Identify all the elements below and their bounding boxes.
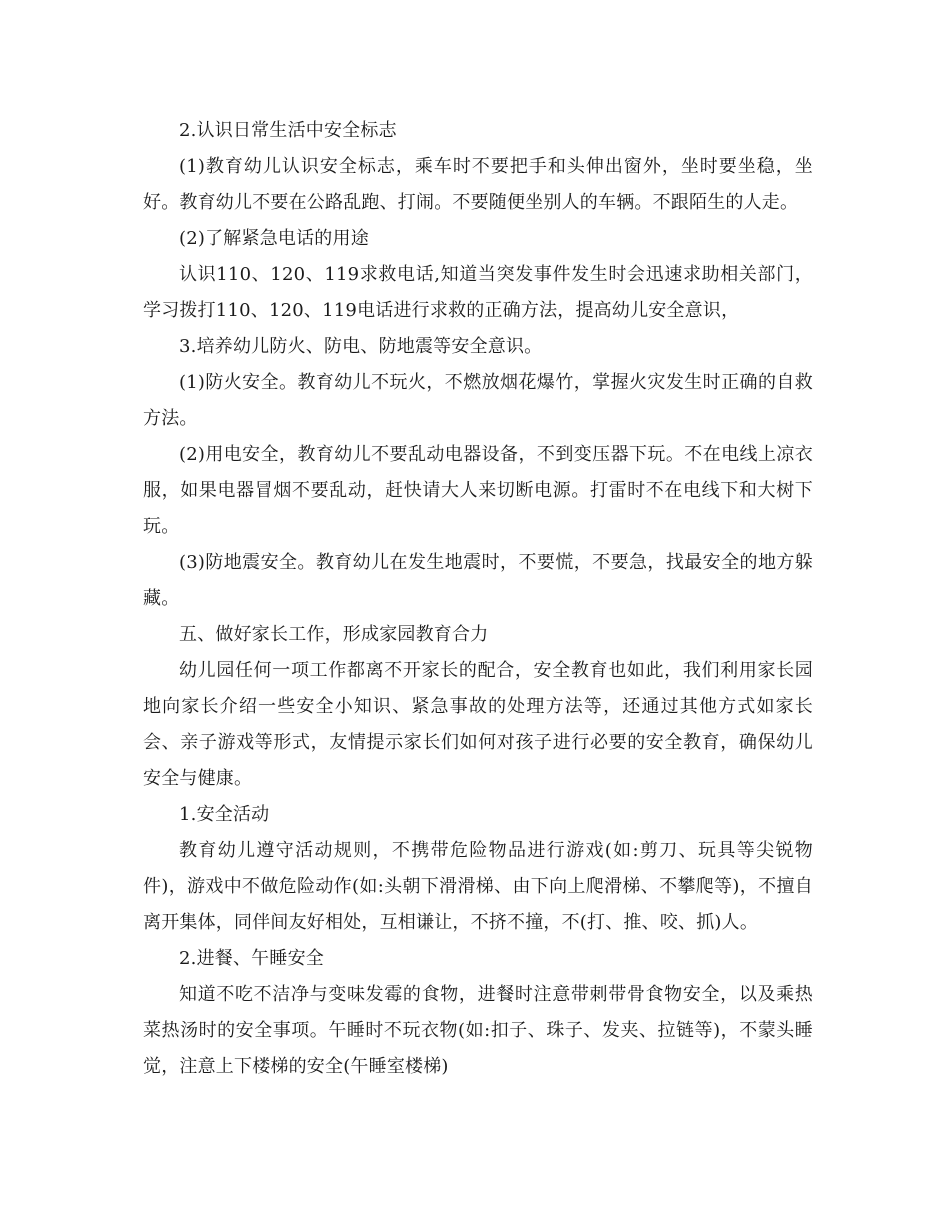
paragraph-heading-meal-nap-safety: 2.进餐、午睡安全 bbox=[179, 948, 324, 969]
paragraph-safety-signs-detail: (1)教育幼儿认识安全标志，乘车时不要把手和头伸出窗外，坐时要坐稳，坐好。教育幼儿不要在公路乱跑、打闹。不要随便坐别人的车辆。不跟陌生的人走。 bbox=[143, 156, 813, 213]
paragraph-meal-nap-safety-detail: 知道不吃不洁净与变味发霉的食物，进餐时注意带刺带骨食物安全，以及乘热菜热汤时的安全事项。午睡时不玩衣物(如:扣子、珠子、发夹、拉链等)，不蒙头睡觉，注意上下楼梯的安全(午睡室楼梯) bbox=[143, 984, 813, 1077]
paragraph-activity-safety-detail: 教育幼儿遵守活动规则，不携带危险物品进行游戏(如:剪刀、玩具等尖锐物件)，游戏中不做危险动作(如:头朝下滑滑梯、由下向上爬滑梯、不攀爬等)，不擅自离开集体，同伴间友好相处，互相谦让，不挤不撞，不(打、推、咬、抓)人。 bbox=[143, 840, 813, 933]
document-body bbox=[143, 113, 813, 1085]
paragraph-heading-safety-signs: 2.认识日常生活中安全标志 bbox=[179, 120, 397, 141]
paragraph-fire-safety: (1)防火安全。教育幼儿不玩火，不燃放烟花爆竹，掌握火灾发生时正确的自救方法。 bbox=[143, 372, 813, 429]
paragraph-earthquake-safety: (3)防地震安全。教育幼儿在发生地震时，不要慌，不要急，找最安全的地方躲藏。 bbox=[143, 552, 813, 609]
paragraph-electric-safety: (2)用电安全，教育幼儿不要乱动电器设备，不到变压器下玩。不在电线上凉衣服，如果电器冒烟不要乱动，赶快请大人来切断电源。打雷时不在电线下和大树下玩。 bbox=[143, 444, 813, 537]
paragraph-heading-parents: 五、做好家长工作，形成家园教育合力 bbox=[179, 624, 489, 645]
paragraph-heading-fire-electric-quake: 3.培养幼儿防火、防电、防地震等安全意识。 bbox=[179, 336, 543, 357]
paragraph-heading-emergency-phones: (2)了解紧急电话的用途 bbox=[179, 228, 369, 249]
paragraph-parents-detail: 幼儿园任何一项工作都离不开家长的配合，安全教育也如此，我们利用家长园地向家长介绍一些安全小知识、紧急事故的处理方法等，还通过其他方式如家长会、亲子游戏等形式，友情提示家长们如何对孩子进行必要的安全教育，确保幼儿安全与健康。 bbox=[143, 660, 813, 789]
paragraph-emergency-phones-detail: 认识110、120、119求救电话,知道当突发事件发生时会迅速求助相关部门，学习拨打110、120、119电话进行求救的正确方法，提高幼儿安全意识， bbox=[143, 264, 813, 321]
paragraph-heading-activity-safety: 1.安全活动 bbox=[179, 804, 270, 825]
